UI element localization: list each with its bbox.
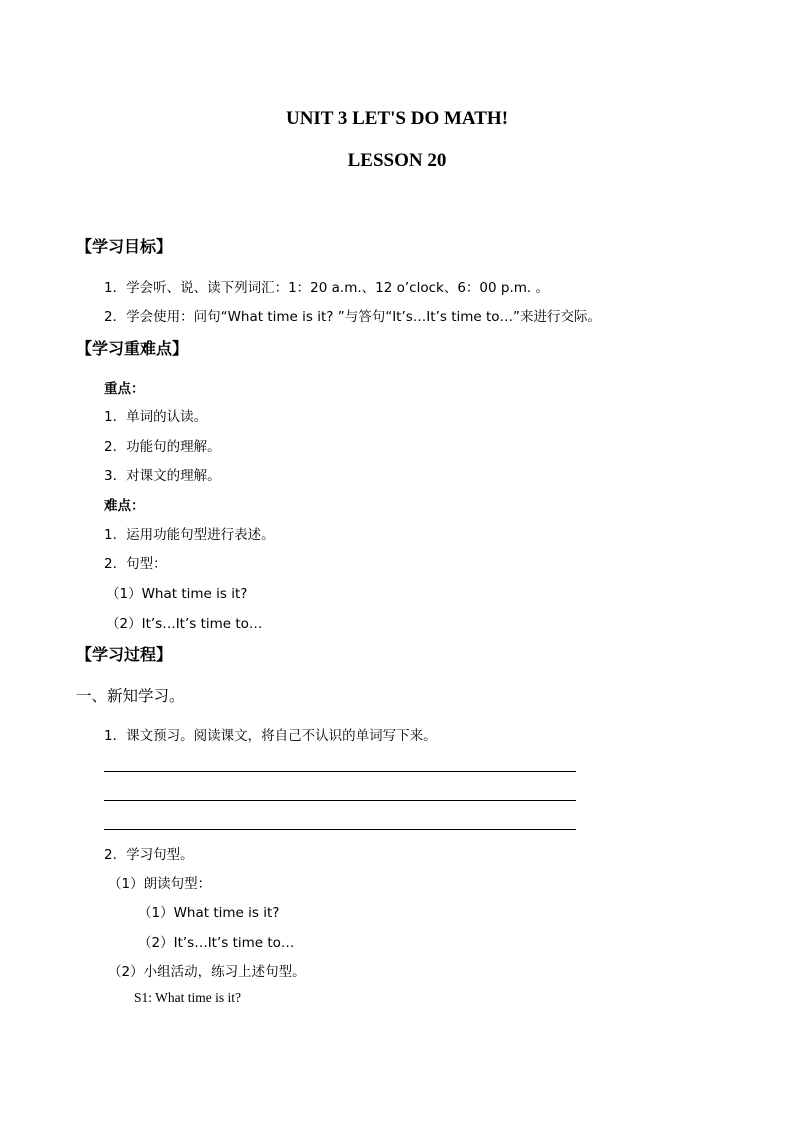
objective-item: 1．学会听、说、读下列词汇：1：20 a.m.、12 o’clock、6：00 p.m. 。 [104, 280, 549, 296]
step2-text: 2．学习句型。 [104, 847, 194, 863]
pattern-item: （2）It’s…It’s time to… [106, 616, 263, 632]
objectives-heading: 【学习目标】 [76, 237, 173, 256]
difficulty-label: 难点： [104, 498, 145, 514]
objective-item: 2．学会使用：问句“What time is it? ”与答句“It’s…It’s time to…”来进行交际。 [104, 309, 602, 325]
document-title: UNIT 3 LET'S DO MATH! [285, 108, 509, 129]
keypoints-heading: 【学习重难点】 [76, 339, 189, 358]
sub1-item: （1）What time is it? [138, 905, 280, 921]
difficulty-item: 2．句型： [104, 556, 167, 572]
difficulty-item: 1．运用功能句型进行表述。 [104, 527, 275, 543]
process-heading: 【学习过程】 [76, 645, 173, 664]
focus-label: 重点： [104, 381, 145, 397]
writing-line [104, 800, 576, 801]
pattern-item: （1）What time is it? [106, 586, 248, 602]
sub1-heading: （1）朗读句型： [108, 876, 212, 892]
writing-line [104, 771, 576, 772]
focus-item: 3．对课文的理解。 [104, 468, 221, 484]
focus-item: 1．单词的认读。 [104, 409, 208, 425]
lesson-title: LESSON 20 [347, 150, 447, 171]
sub2-heading: （2）小组活动，练习上述句型。 [108, 964, 306, 980]
sub1-item: （2）It’s…It’s time to… [138, 935, 295, 951]
part1-heading: 一、新知学习。 [76, 687, 185, 705]
focus-item: 2．功能句的理解。 [104, 439, 221, 455]
dialogue-line: S1: What time is it? [134, 990, 241, 1005]
writing-line [104, 829, 576, 830]
step1-text: 1．课文预习。阅读课文，将自己不认识的单词写下来。 [104, 728, 437, 744]
